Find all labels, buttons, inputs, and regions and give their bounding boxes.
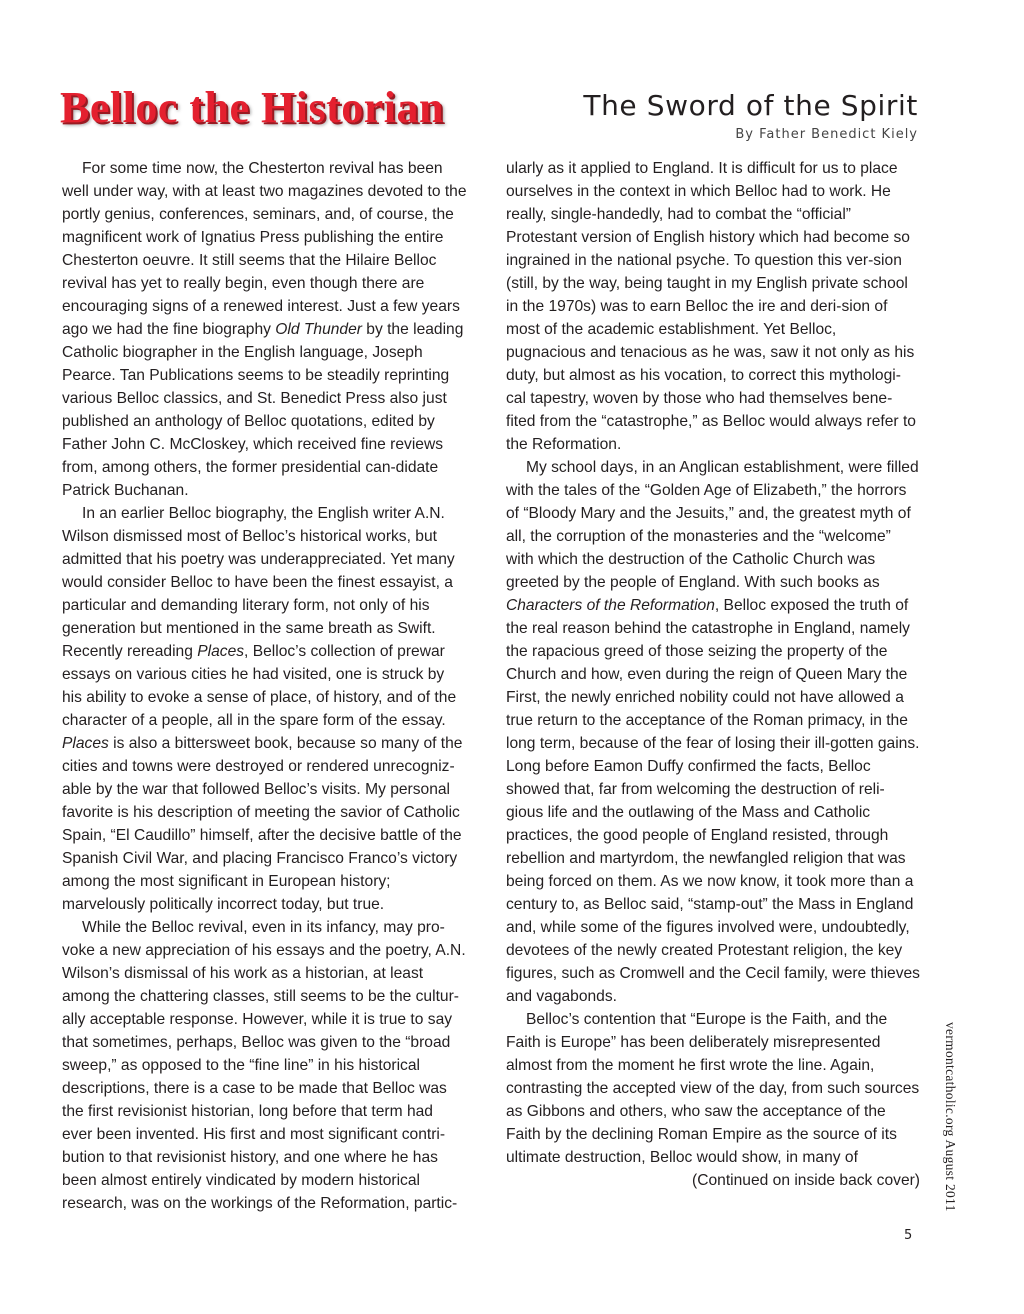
article-paragraph: In an earlier Belloc biography, the English writer A.N. Wilson dismissed most of Belloc’s historical works, but admitted that his poetry was underappreciated. Yet many would consider Belloc to have been the finest essayist, a particular and demanding literary form, not only of his generation but mentioned in the same breath as Swift. Recently rereading Places, Belloc’s collection of prewar essays on various cities he had visited, one is struck by his ability to evoke a sense of place, of history, and of the character of a people, all in the spare form of the essay. Places is also a bittersweet book, because so many of the cities and towns were destroyed or rendered unrecogniz-able by the war that followed Belloc’s visits. My personal favorite is his description of meeting the savior of Catholic Spain, “El Caudillo” himself, after the decisive battle of the Spanish Civil War, and placing Francisco Franco’s victory among the most significant in European history; marvelously politically incorrect today, but true. <box>62 505 463 913</box>
article-paragraph: Belloc’s contention that “Europe is the Faith, and the Faith is Europe” has been deliberately misrepresented almost from the moment he first wrote the line. Again, contrasting the accepted view of the day, from such sources as Gibbons and others, who saw the acceptance of the Faith by the declining Roman Empire as the source of its ultimate destruction, Belloc would show, in many of <box>506 1011 920 1166</box>
article-column-left <box>62 157 467 1215</box>
book-title: Places <box>62 735 109 752</box>
column-title: The Sword of the Spirit <box>583 89 918 122</box>
article-paragraph: My school days, in an Anglican establishment, were filled with the tales of the “Golden Age of Elizabeth,” the horrors of “Bloody Mary and the Jesuits,” and, the greatest myth of all, the corruption of the monasteries and the “welcome” with which the destruction of the Catholic Church was greeted by the people of England. With such books as Characters of the Reformation, Belloc exposed the truth of the real reason behind the catastrophe in England, namely the rapacious greed of those seizing the property of the Church and how, even during the reign of Queen Mary the First, the newly enriched nobility could not have allowed a true return to the acceptance of the Roman primacy, in the long term, because of the fear of losing their ill-gotten gains. Long before Eamon Duffy confirmed the facts, Belloc showed that, far from welcoming the destruction of reli-gious life and the outlawing of the Mass and Catholic practices, the good people of England resisted, through rebellion and martyrdom, the newfangled religion that was being forced on them. As we now know, it took more than a century to, as Belloc said, “stamp-out” the Mass in England and, while some of the figures involved were, undoubtedly, devotees of the newly created Protestant religion, the key figures, such as Cromwell and the Cecil family, were thieves and vagabonds. <box>506 459 920 1005</box>
article-column-right <box>506 157 920 1192</box>
book-title: Old Thunder <box>275 321 362 338</box>
book-title: Places <box>197 643 245 660</box>
article-paragraph: For some time now, the Chesterton revival has been well under way, with at least two magazines devoted to the portly genius, conferences, seminars, and, of course, the magnificent work of Ignatius Press publishing the entire Chesterton oeuvre. It still seems that the Hilaire Belloc revival has yet to really begin, even though there are encouraging signs of a renewed interest. Just a few years ago we had the fine biography Old Thunder by the leading Catholic biographer in the English language, Joseph Pearce. Tan Publications seems to be steadily reprinting various Belloc classics, and St. Benedict Press also just published an anthology of Belloc quotations, edited by Father John C. McCloskey, which received fine reviews from, among others, the former presidential can-didate Patrick Buchanan. <box>62 160 467 499</box>
publication-date-sidebar: vermontcatholic.org August 2011 <box>943 1022 958 1212</box>
article-headline: Belloc the Historian <box>60 83 444 132</box>
continued-note: (Continued on inside back cover) <box>692 1172 920 1189</box>
page-number: 5 <box>904 1228 913 1243</box>
article-paragraph: While the Belloc revival, even in its infancy, may pro-voke a new appreciation of his essays and the poetry, A.N. Wilson’s dismissal of his work as a historian, at least among the chattering classes, still seems to be the cultur-ally acceptable response. However, while it is true to say that sometimes, perhaps, Belloc was given to the “broad sweep,” as opposed to the “fine line” in his historical descriptions, there is a case to be made that Belloc was the first revisionist historian, long before that term had ever been invented. His first and most significant contri-bution to that revisionist history, and one where he has been almost entirely vindicated by modern historical research, was on the workings of the Reformation, partic- <box>62 919 466 1212</box>
book-title: Characters of the Reformation <box>506 597 715 614</box>
byline: By Father Benedict Kiely <box>735 127 918 142</box>
article-paragraph: ularly as it applied to England. It is difficult for us to place ourselves in the context in which Belloc had to work. He really, single-handedly, had to combat the “official” Protestant version of English history which had become so ingrained in the national psyche. To question this ver-sion (still, by the way, being taught in my English private school in the 1970s) was to earn Belloc the ire and deri-sion of most of the academic establishment. Yet Belloc, pugnacious and tenacious as he was, saw it not only as his duty, but almost as his vocation, to correct this mythologi-cal tapestry, woven by those who had themselves bene-fited from the “catastrophe,” as Belloc would always refer to the Reformation. <box>506 160 916 453</box>
